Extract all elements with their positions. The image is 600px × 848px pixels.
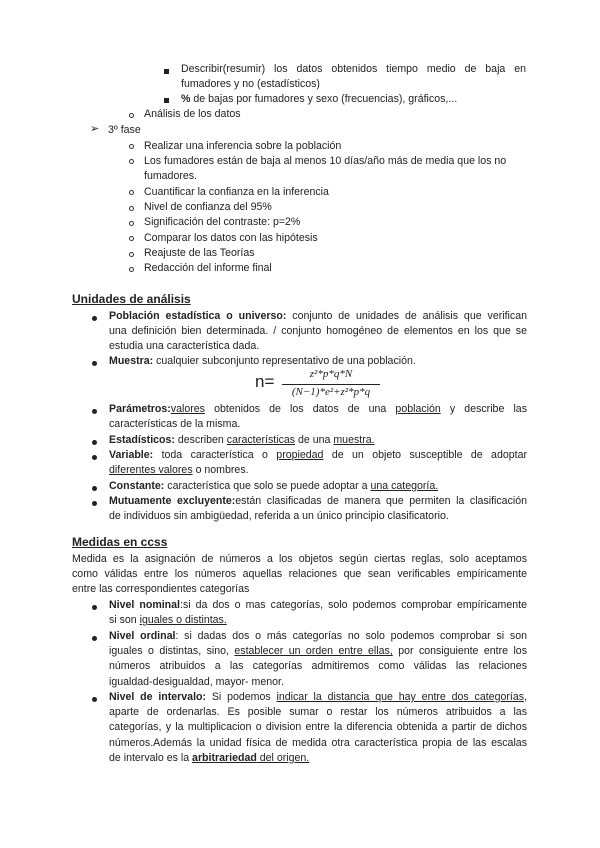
bullet-icon	[92, 605, 97, 610]
text-line	[109, 463, 527, 478]
bold-text: Nivel ordinal	[109, 630, 176, 642]
text-line: características de la misma.	[109, 418, 241, 431]
text: iguales o distintas, sino,	[109, 645, 235, 658]
bullet-icon	[92, 316, 97, 321]
text-line: estudia una característica dada.	[109, 340, 260, 353]
text-line: números.Además la unidad física de medida otra característica propia de las escalas	[109, 736, 527, 749]
item-nivel-ordinal	[109, 629, 527, 690]
text-line: como válidas entre los números aquellas relaciones que sean verificables empíricamente	[72, 568, 527, 581]
text: si son	[109, 614, 140, 627]
item-analisis: Análisis de los datos	[144, 108, 241, 120]
text: están clasificadas de manera que permiten la clasificación	[235, 495, 528, 507]
text: característica que solo se puede adoptar a	[164, 480, 371, 492]
circle-bullet-icon	[129, 206, 134, 211]
circle-bullet-icon	[129, 252, 134, 257]
underlined-text: indicar la distancia que hay entre dos categorías	[276, 691, 525, 703]
underlined-text: población	[395, 403, 441, 415]
bold-text: Variable:	[109, 449, 154, 461]
circle-bullet-icon	[129, 236, 134, 241]
medidas-intro	[72, 552, 527, 598]
bold-text: Estadísticos:	[109, 434, 175, 446]
underlined-text: valores	[170, 403, 205, 415]
bullet-icon	[92, 636, 97, 641]
text: conjunto de unidades de análisis que verifican	[286, 310, 527, 322]
circle-bullet-icon	[129, 144, 134, 149]
text-line	[109, 494, 527, 509]
list-item: Reajuste de las Teorías	[144, 247, 255, 259]
bullet-icon	[92, 440, 97, 445]
list-item: Redacción del informe final	[144, 262, 272, 274]
text-line: una definición bien determinada. / conjunto homogéneo de elementos en los que se	[109, 325, 527, 338]
text: de bajas por fumadores y sexo (frecuencias), gráficos,...	[190, 93, 458, 105]
list-item: Comparar los datos con las hipótesis	[144, 232, 318, 244]
underlined-text: muestra.	[333, 434, 375, 446]
text-line: igualdad-desigualdad, mayor- menor.	[109, 675, 284, 688]
item-poblacion	[109, 309, 527, 355]
text-line: categorías, y la multiplicacion o division entre la diferencia obtenida a partir de dichos	[109, 721, 527, 734]
underlined-text: propiedad	[276, 449, 324, 461]
item-estadisticos	[109, 433, 375, 448]
text: : si dadas dos o más categorías no solo podemos comprobar si son	[175, 630, 527, 642]
text: Si podemos	[206, 691, 277, 703]
underlined-text: una categoría.	[370, 480, 439, 492]
text-line	[109, 613, 527, 628]
section-heading: Medidas en ccss	[72, 535, 168, 549]
underlined-bold-text: arbitrariedad	[192, 751, 257, 764]
circle-bullet-icon	[129, 267, 134, 272]
fraction-bar	[282, 384, 380, 385]
text: por consiguiente entre los	[392, 645, 527, 658]
text-line	[109, 644, 527, 659]
list-item: fumadores.	[144, 170, 197, 182]
item-constante	[109, 479, 438, 494]
text: de intervalo es la	[109, 751, 193, 764]
text-line	[109, 309, 527, 324]
bold-text: Parámetros:	[109, 403, 171, 415]
bold-text: Constante:	[109, 480, 165, 492]
text-line: números atribuidos a las categorías admitiremos como válidas las relaciones	[109, 660, 527, 673]
text-line: aparte de ordenarlas. Es posible sumar o restar los números atribuidos a las	[109, 706, 527, 719]
sub-item-describir	[181, 62, 526, 92]
underlined-text: iguales o distintas.	[139, 614, 227, 627]
circle-bullet-icon	[129, 221, 134, 226]
text-line	[109, 598, 527, 613]
text-line	[109, 402, 527, 417]
list-item: Los fumadores están de baja al menos 10 días/año más de media que los no	[144, 155, 507, 167]
circle-bullet-icon	[129, 113, 134, 118]
bold-text: Nivel nominal	[109, 599, 180, 611]
list-item: Nivel de confianza del 95%	[144, 201, 272, 213]
text: y describe las	[440, 403, 527, 415]
text-line: Medida es la asignación de números a los objetos según ciertas reglas, solo aceptamos	[72, 553, 527, 565]
circle-bullet-icon	[129, 159, 134, 164]
formula-denominator: (N−1)*e²+z²*p*q	[291, 386, 371, 398]
bullet-icon	[92, 455, 97, 460]
bullet-icon	[92, 501, 97, 506]
text: ,	[524, 691, 527, 703]
item-nivel-intervalo	[109, 690, 527, 766]
bold-text: Muestra:	[109, 355, 154, 367]
bold-text: Mutuamente excluyente:	[109, 495, 236, 507]
text: describen	[174, 434, 227, 446]
bullet-icon	[92, 486, 97, 491]
square-bullet-icon	[164, 98, 169, 103]
item-parametros	[109, 402, 527, 432]
sub-item-bajas	[181, 92, 457, 107]
item-muestra	[109, 354, 416, 369]
text: cualquier subconjunto representativo de una población.	[153, 355, 416, 367]
text: toda característica o	[153, 449, 277, 461]
underlined-text: características	[226, 434, 296, 446]
circle-bullet-icon	[129, 190, 134, 195]
bold-text: Nivel de intervalo:	[109, 691, 207, 703]
bold-text: %	[181, 93, 191, 105]
square-bullet-icon	[164, 69, 169, 74]
text-line	[109, 629, 527, 644]
section-heading: Unidades de análisis	[72, 292, 191, 306]
text: de un objeto susceptible de adoptar	[323, 449, 527, 461]
underlined-text: diferentes valores	[109, 464, 193, 477]
text-line: entre las correspondientes categorías	[72, 583, 250, 596]
text-line: fumadores y no (estadísticos)	[181, 78, 320, 91]
bold-text: Población estadística o universo:	[109, 310, 287, 322]
underlined-text: del origen.	[256, 751, 310, 764]
text: :si da dos o mas categorías, solo podemos comprobar empíricamente	[180, 599, 528, 611]
item-nivel-nominal	[109, 598, 527, 628]
item-mutuamente	[109, 494, 527, 524]
text-line	[109, 448, 527, 463]
list-item: Significación del contraste: p=2%	[144, 216, 301, 228]
list-item: Realizar una inferencia sobre la población	[144, 140, 342, 152]
formula-numerator: z²*p*q*N	[309, 368, 353, 380]
text: o nombres.	[192, 464, 249, 477]
list-item: Cuantificar la confianza en la inferencia	[144, 186, 329, 198]
text: de una	[295, 434, 334, 446]
fase-title: 3º fase	[108, 124, 141, 136]
text: obtenidos de los datos de una	[204, 403, 396, 415]
bullet-icon	[92, 409, 97, 414]
item-variable	[109, 448, 527, 478]
text-line	[109, 751, 527, 766]
arrow-bullet-icon: ➢	[90, 123, 100, 135]
text-line	[109, 690, 527, 705]
text-line: Describir(resumir) los datos obtenidos tiempo medio de baja en	[181, 63, 526, 75]
formula-lhs: n=	[255, 372, 275, 391]
bullet-icon	[92, 697, 97, 702]
bullet-icon	[92, 361, 97, 366]
underlined-text: establecer un orden entre ellas,	[234, 645, 393, 658]
text-line: de individuos sin ambigüedad, referida a un único principio clasificatorio.	[109, 510, 449, 523]
